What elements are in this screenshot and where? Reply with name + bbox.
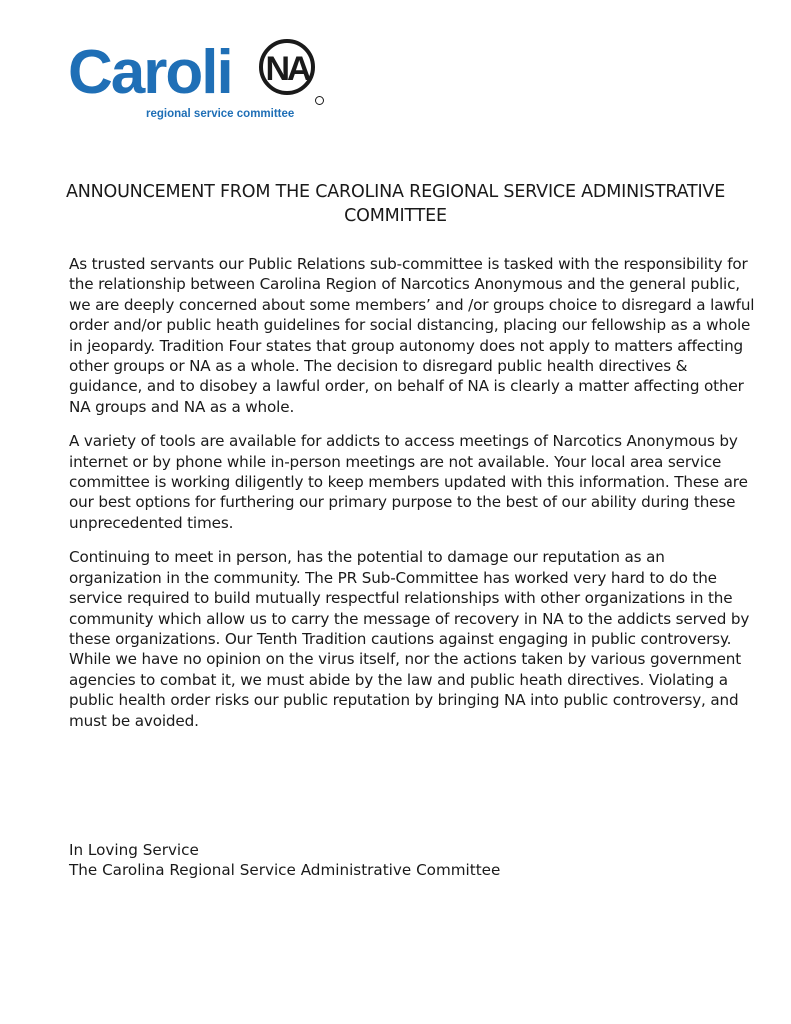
carolina-na-logo <box>68 36 328 128</box>
svg-text:NA: NA <box>265 50 309 88</box>
registered-mark-icon <box>315 96 324 105</box>
closing-line-1: In Loving Service <box>69 841 199 859</box>
announcement-body <box>69 254 759 745</box>
logo-tagline: regional service committee <box>146 108 295 120</box>
announcement-title: ANNOUNCEMENT FROM THE CAROLINA REGIONAL SERVICE ADMINISTRATIVE COMMITTEE <box>65 182 726 226</box>
paragraph-2: A variety of tools are available for addicts to access meetings of Narcotics Anonymous by internet or by phone while in-person meetings are not available. Your local area service committee is working diligently to keep members updated with this information. These are our best options for furthering our primary purpose to the best of our ability during these unprecedented times. <box>69 432 748 532</box>
paragraph-3: Continuing to meet in person, has the potential to damage our reputation as an organization in the community. The PR Sub-Committee has worked very hard to do the service required to build mutually respectful relationships with other organizations in the community which allow us to carry the message of recovery in NA to the addicts served by these organizations. Our Tenth Tradition cautions against engaging in public controversy. While we have no opinion on the virus itself, nor the actions taken by various government agencies to combat it, we must abide by the law and public heath directives. Violating a public health order risks our public reputation by bringing NA into public controversy, and must be avoided. <box>69 548 750 730</box>
paragraph-1: As trusted servants our Public Relations sub-committee is tasked with the responsibility for the relationship between Carolina Region of Narcotics Anonymous and the general public, we are deeply concerned about some members’ and /or groups choice to disregard a lawful order and/or public heath guidelines for social distancing, placing our fellowship as a whole in jeopardy. Tradition Four states that group autonomy does not apply to matters affecting other groups or NA as a whole. The decision to disregard public health directives & guidance, and to disobey a lawful order, on behalf of NA is clearly a matter affecting other NA groups and NA as a whole. <box>69 255 755 416</box>
na-circle-logo-icon <box>258 38 316 96</box>
closing-line-2: The Carolina Regional Service Administrative Committee <box>69 861 501 880</box>
logo-wordmark: Caroli <box>68 38 232 107</box>
closing-signature <box>69 840 500 881</box>
